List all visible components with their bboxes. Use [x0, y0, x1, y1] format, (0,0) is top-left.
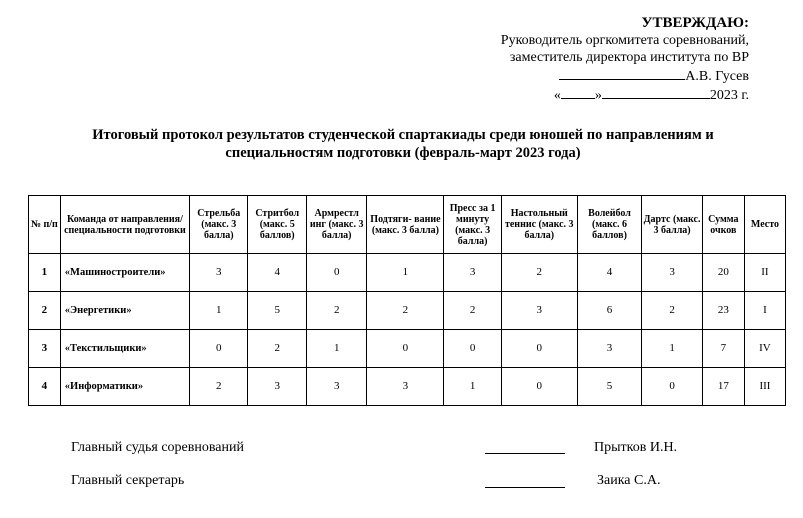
cell-armwrestling: 1: [306, 330, 367, 368]
cell-armwrestling: 2: [306, 292, 367, 330]
cell-shooting: 2: [190, 368, 248, 406]
header-streetball: Стритбол (макс. 5 баллов): [248, 196, 306, 254]
header-tabletennis: Настольный теннис (макс. 3 балла): [501, 196, 577, 254]
cell-tabletennis: 0: [501, 368, 577, 406]
document-title-line-2: специальностям подготовки (февраль-март 2023 года): [225, 145, 581, 161]
cell-num: 1: [29, 254, 61, 292]
cell-streetball: 2: [248, 330, 306, 368]
cell-team: «Текстильщики»: [60, 330, 189, 368]
approval-date-month-blank: [602, 85, 710, 99]
cell-shooting: 3: [190, 254, 248, 292]
document-title-line-1: Итоговый протокол результатов студенческой спартакиады среди юношей по направлениям и: [92, 127, 714, 143]
header-shooting: Стрельба (макс. 3 балла): [190, 196, 248, 254]
approval-heading: УТВЕРЖДАЮ:: [641, 15, 749, 31]
cell-shooting: 1: [190, 292, 248, 330]
secretary-role: Главный секретарь: [71, 473, 185, 488]
cell-pullups: 0: [367, 330, 444, 368]
cell-armwrestling: 3: [306, 368, 367, 406]
cell-darts: 2: [642, 292, 703, 330]
approval-date-open-quote: «: [553, 88, 561, 103]
cell-press: 3: [444, 254, 501, 292]
cell-press: 1: [444, 368, 501, 406]
cell-place: IV: [744, 330, 785, 368]
approval-date-line: [501, 85, 749, 104]
approval-block: [501, 14, 749, 104]
table-row: [29, 292, 786, 330]
cell-team: «Информатики»: [60, 368, 189, 406]
approval-signature-blank: [559, 66, 685, 80]
cell-total: 17: [702, 368, 744, 406]
cell-pullups: 3: [367, 368, 444, 406]
judge-signature-line: [485, 453, 565, 454]
header-place: Место: [744, 196, 785, 254]
cell-volleyball: 6: [577, 292, 642, 330]
cell-streetball: 3: [248, 368, 306, 406]
cell-total: 20: [702, 254, 744, 292]
header-team: Команда от направления/ специальности подготовки: [60, 196, 189, 254]
cell-volleyball: 5: [577, 368, 642, 406]
header-volleyball: Волейбол (макс. 6 баллов): [577, 196, 642, 254]
cell-press: 2: [444, 292, 501, 330]
results-table: [28, 195, 786, 406]
table-row: [29, 330, 786, 368]
cell-pullups: 2: [367, 292, 444, 330]
cell-place: I: [744, 292, 785, 330]
cell-num: 3: [29, 330, 61, 368]
cell-darts: 3: [642, 254, 703, 292]
cell-tabletennis: 0: [501, 330, 577, 368]
approval-position-line-2: заместитель директора института по ВР: [509, 50, 749, 65]
secretary-name: Заика С.А.: [597, 473, 661, 488]
judge-name: Прытков И.Н.: [594, 440, 678, 455]
cell-tabletennis: 2: [501, 254, 577, 292]
approval-signature-line: [501, 66, 749, 85]
table-row: [29, 368, 786, 406]
cell-place: III: [744, 368, 785, 406]
cell-team: «Энергетики»: [60, 292, 189, 330]
judge-role: Главный судья соревнований: [71, 440, 244, 455]
header-total: Сумма очков: [702, 196, 744, 254]
cell-num: 2: [29, 292, 61, 330]
cell-team: «Машиностроители»: [60, 254, 189, 292]
header-pullups: Подтяги- вание (макс. 3 балла): [367, 196, 444, 254]
cell-streetball: 4: [248, 254, 306, 292]
cell-shooting: 0: [190, 330, 248, 368]
cell-press: 0: [444, 330, 501, 368]
cell-pullups: 1: [367, 254, 444, 292]
header-darts: Дартс (макс. 3 балла): [642, 196, 703, 254]
cell-armwrestling: 0: [306, 254, 367, 292]
cell-tabletennis: 3: [501, 292, 577, 330]
approval-signature-name: А.В. Гусев: [685, 69, 749, 84]
header-armwrestling: Армрестл инг (макс. 3 балла): [306, 196, 367, 254]
cell-darts: 1: [642, 330, 703, 368]
approval-date-year: 2023 г.: [709, 88, 749, 103]
header-press: Пресс за 1 минуту (макс. 3 балла): [444, 196, 501, 254]
approval-position-line-1: Руководитель оргкомитета соревнований,: [500, 33, 749, 48]
table-row: [29, 254, 786, 292]
approval-date-day-blank: [561, 85, 595, 99]
table-header-row: [29, 196, 786, 254]
cell-volleyball: 4: [577, 254, 642, 292]
cell-place: II: [744, 254, 785, 292]
cell-total: 23: [702, 292, 744, 330]
cell-num: 4: [29, 368, 61, 406]
header-num: № п/п: [29, 196, 61, 254]
cell-darts: 0: [642, 368, 703, 406]
approval-date-close-quote: »: [594, 88, 602, 103]
cell-volleyball: 3: [577, 330, 642, 368]
cell-streetball: 5: [248, 292, 306, 330]
secretary-signature-line: [485, 487, 565, 488]
document-title: [40, 126, 766, 162]
cell-total: 7: [702, 330, 744, 368]
